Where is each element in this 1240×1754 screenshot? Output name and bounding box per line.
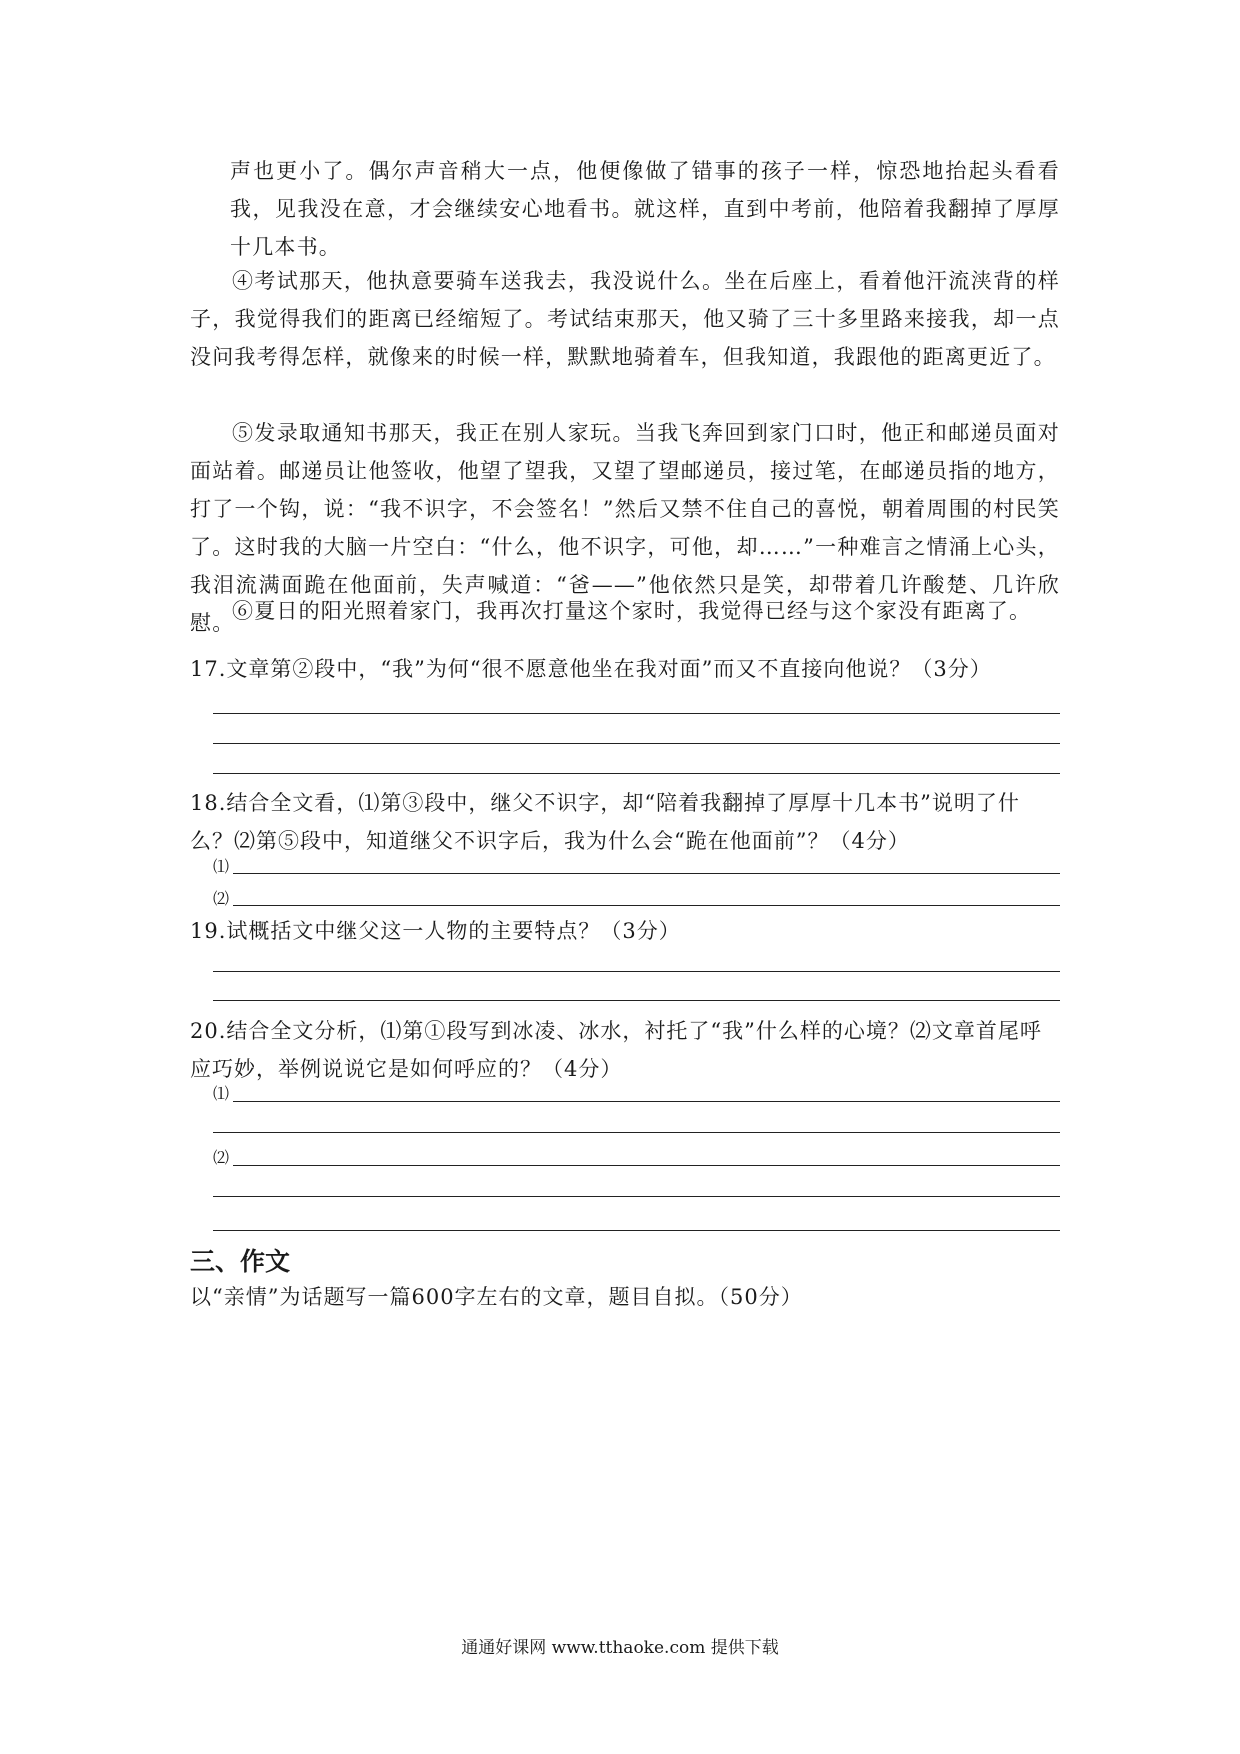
answer-line[interactable]: [213, 773, 1060, 774]
answer-line[interactable]: [213, 971, 1060, 972]
answer-line[interactable]: [213, 1000, 1060, 1001]
page-footer: 通通好课网 www.tthaoke.com 提供下载: [461, 1638, 779, 1658]
answer-line[interactable]: [213, 743, 1060, 744]
question-18: 18.结合全文看，⑴第③段中，继父不识字，却“陪着我翻掉了厚厚十几本书”说明了什么？⑵第⑤段中，知道继父不识字后，我为什么会“跪在他面前”？（4分）: [190, 791, 1020, 853]
composition-prompt: 以“亲情”为话题写一篇600字左右的文章，题目自拟。（50分）: [190, 1285, 803, 1309]
answer-line[interactable]: [233, 1165, 1060, 1166]
section-heading-composition: 三、作文: [190, 1247, 291, 1276]
sub-label-2: ⑵: [213, 889, 230, 908]
passage-paragraph-5: ⑤发录取通知书那天，我正在别人家玩。当我飞奔回到家门口时，他正和邮递员面对面站着。邮递员让他签收，他望了望我，又望了望邮递员，接过笔，在邮递员指的地方，打了一个钩，说：“我不识字，不会签名！”然后又禁不住自己的喜悦，朝着周围的村民笑了。这时我的大脑一片空白：“什么，他不识字，可他，却……”一种难言之情涌上心头，我泪流满面跪在他面前，失声喊道：“爸——”他依然只是笑，却带着几许酸楚、几许欣慰。: [190, 421, 1060, 635]
sub-label-2: ⑵: [213, 1148, 230, 1167]
passage-paragraph-6: ⑥夏日的阳光照着家门，我再次打量这个家时，我觉得已经与这个家没有距离了。: [232, 599, 1032, 623]
sub-label-1: ⑴: [213, 857, 230, 876]
answer-line[interactable]: [213, 1230, 1060, 1231]
question-20: 20.结合全文分析，⑴第①段写到冰凌、冰水，衬托了“我”什么样的心境？⑵文章首尾呼应巧妙，举例说说它是如何呼应的？（4分）: [190, 1019, 1042, 1081]
answer-line[interactable]: [233, 1101, 1060, 1102]
sub-label-1: ⑴: [213, 1084, 230, 1103]
passage-paragraph-3-continued: 声也更小了。偶尔声音稍大一点，他便像做了错事的孩子一样，惊恐地抬起头看看我，见我没在意，才会继续安心地看书。就这样，直到中考前，他陪着我翻掉了厚厚十几本书。: [230, 159, 1060, 259]
answer-line[interactable]: [233, 873, 1060, 874]
answer-line[interactable]: [213, 1196, 1060, 1197]
answer-line[interactable]: [213, 713, 1060, 714]
passage-paragraph-4: ④考试那天，他执意要骑车送我去，我没说什么。坐在后座上，看着他汗流浃背的样子，我觉得我们的距离已经缩短了。考试结束那天，他又骑了三十多里路来接我，却一点没问我考得怎样，就像来的时候一样，默默地骑着车，但我知道，我跟他的距离更近了。: [190, 269, 1060, 369]
question-17: 17.文章第②段中，“我”为何“很不愿意他坐在我对面”而又不直接向他说？（3分）: [190, 657, 992, 681]
question-19: 19.试概括文中继父这一人物的主要特点？（3分）: [190, 919, 681, 943]
answer-line[interactable]: [213, 1132, 1060, 1133]
answer-line[interactable]: [233, 905, 1060, 906]
